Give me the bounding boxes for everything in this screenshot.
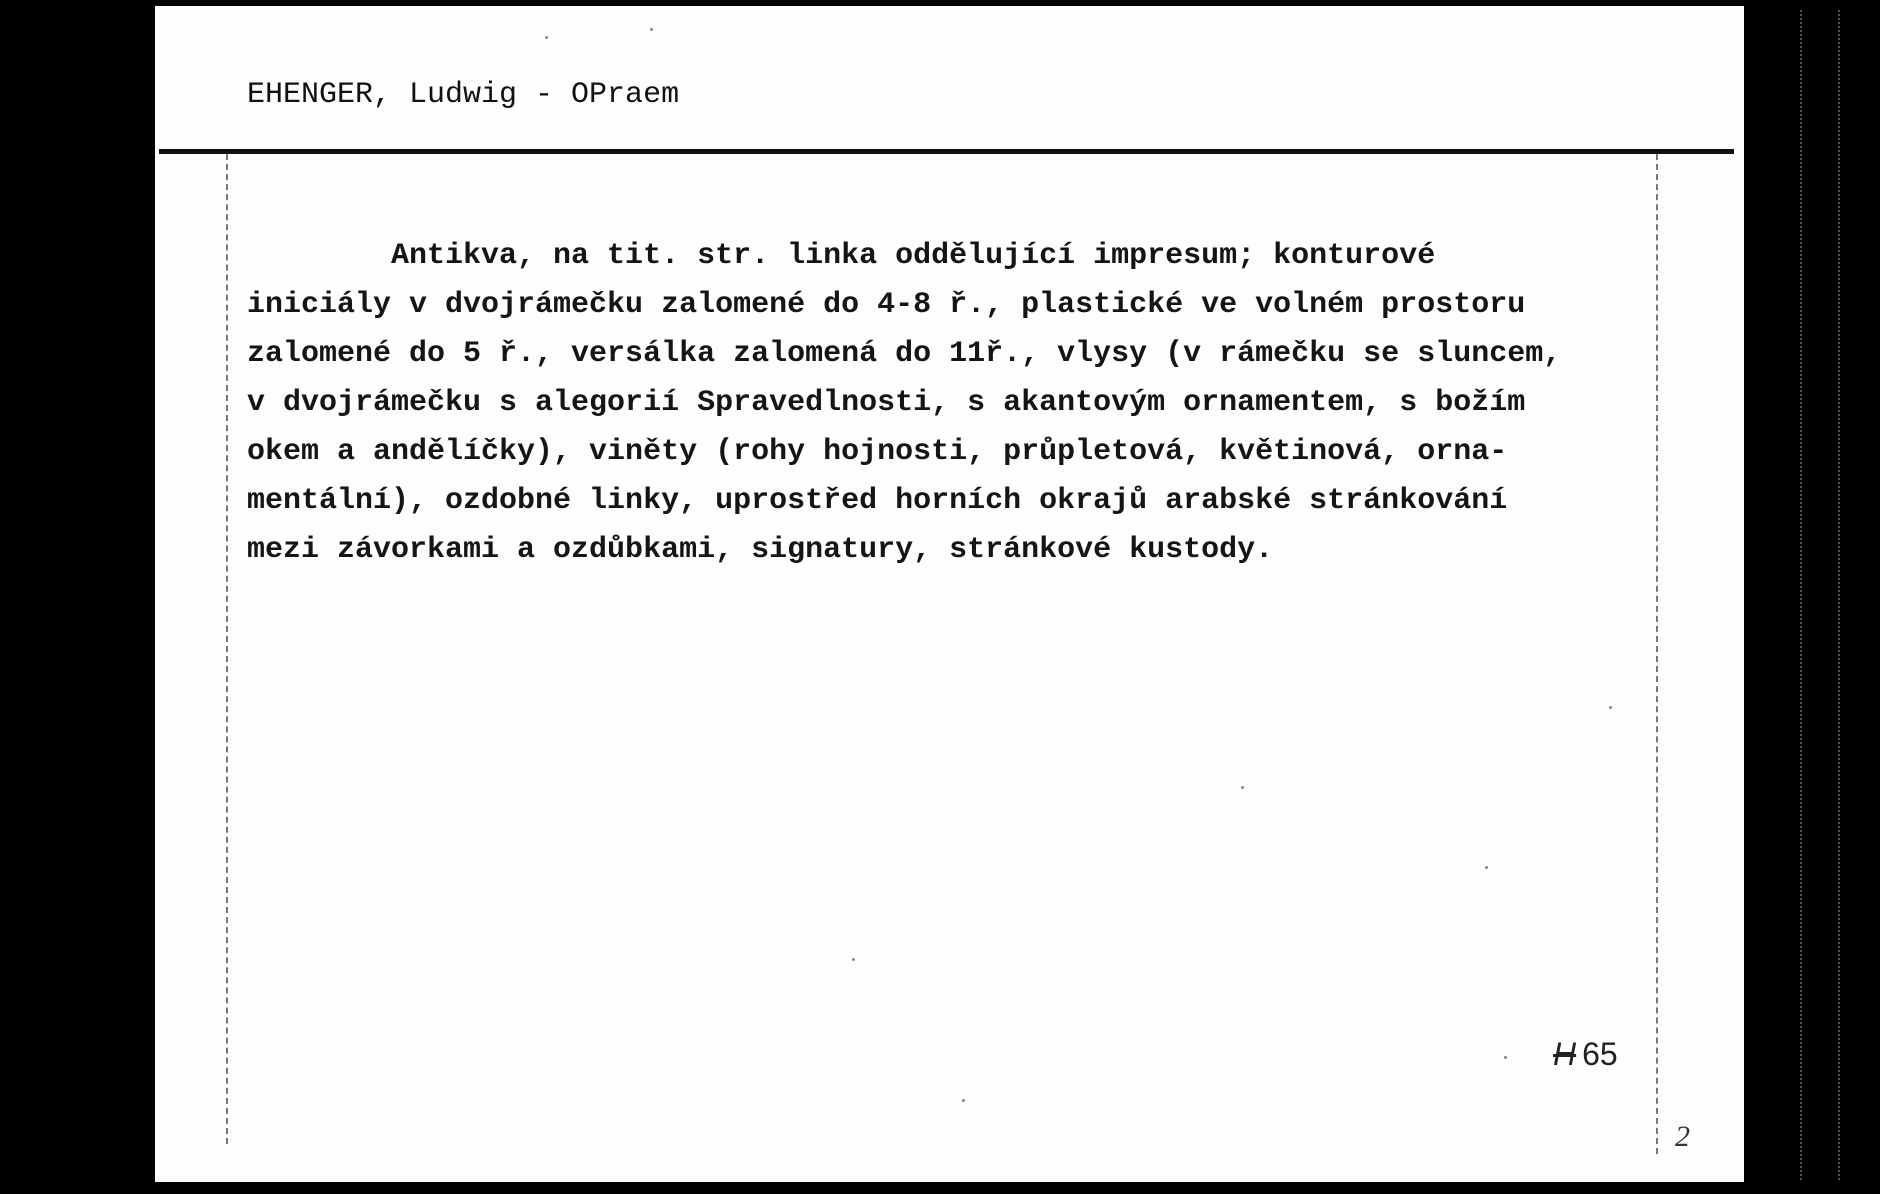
text-line: mezi závorkami a ozdůbkami, signatury, stránkové kustody. xyxy=(247,533,1274,567)
signature-number: 65 xyxy=(1582,1036,1618,1072)
signature-mark: H xyxy=(1553,1036,1577,1072)
card-description xyxy=(247,232,1677,575)
scan-speck xyxy=(962,1099,965,1102)
scan-speck xyxy=(1485,866,1488,869)
text-line: v dvojrámečku s alegorií Spravedlnosti, s akantovým ornamentem, s božím xyxy=(247,386,1526,420)
text-line: okem a andělíčky), viněty (rohy hojnosti, průpletová, květinová, orna- xyxy=(247,435,1508,469)
scan-speck xyxy=(1609,706,1612,709)
scan-speck xyxy=(650,28,653,31)
text-line: zalomené do 5 ř., versálka zalomená do 11ř., vlysy (v rámečku se sluncem, xyxy=(247,337,1562,371)
scan-speck xyxy=(1504,1056,1507,1059)
text-line: mentální), ozdobné linky, uprostřed horních okrajů arabské stránkování xyxy=(247,484,1508,518)
scan-border-dots xyxy=(1838,10,1840,1180)
catalog-card xyxy=(155,6,1744,1182)
left-margin-line xyxy=(226,154,228,1144)
scan-speck xyxy=(852,958,855,961)
shelf-signature xyxy=(1553,1036,1618,1073)
scan-border-dots xyxy=(1800,10,1802,1180)
scan-speck xyxy=(545,36,548,39)
card-heading: EHENGER, Ludwig - OPraem xyxy=(247,78,680,112)
text-line: Antikva, na tit. str. linka oddělující impresum; konturové xyxy=(247,239,1436,273)
text-line: iniciály v dvojrámečku zalomené do 4-8 ř., plastické ve volném prostoru xyxy=(247,288,1526,322)
scan-speck xyxy=(1241,786,1244,789)
heading-rule xyxy=(159,149,1734,154)
page-number: 2 xyxy=(1675,1120,1690,1153)
